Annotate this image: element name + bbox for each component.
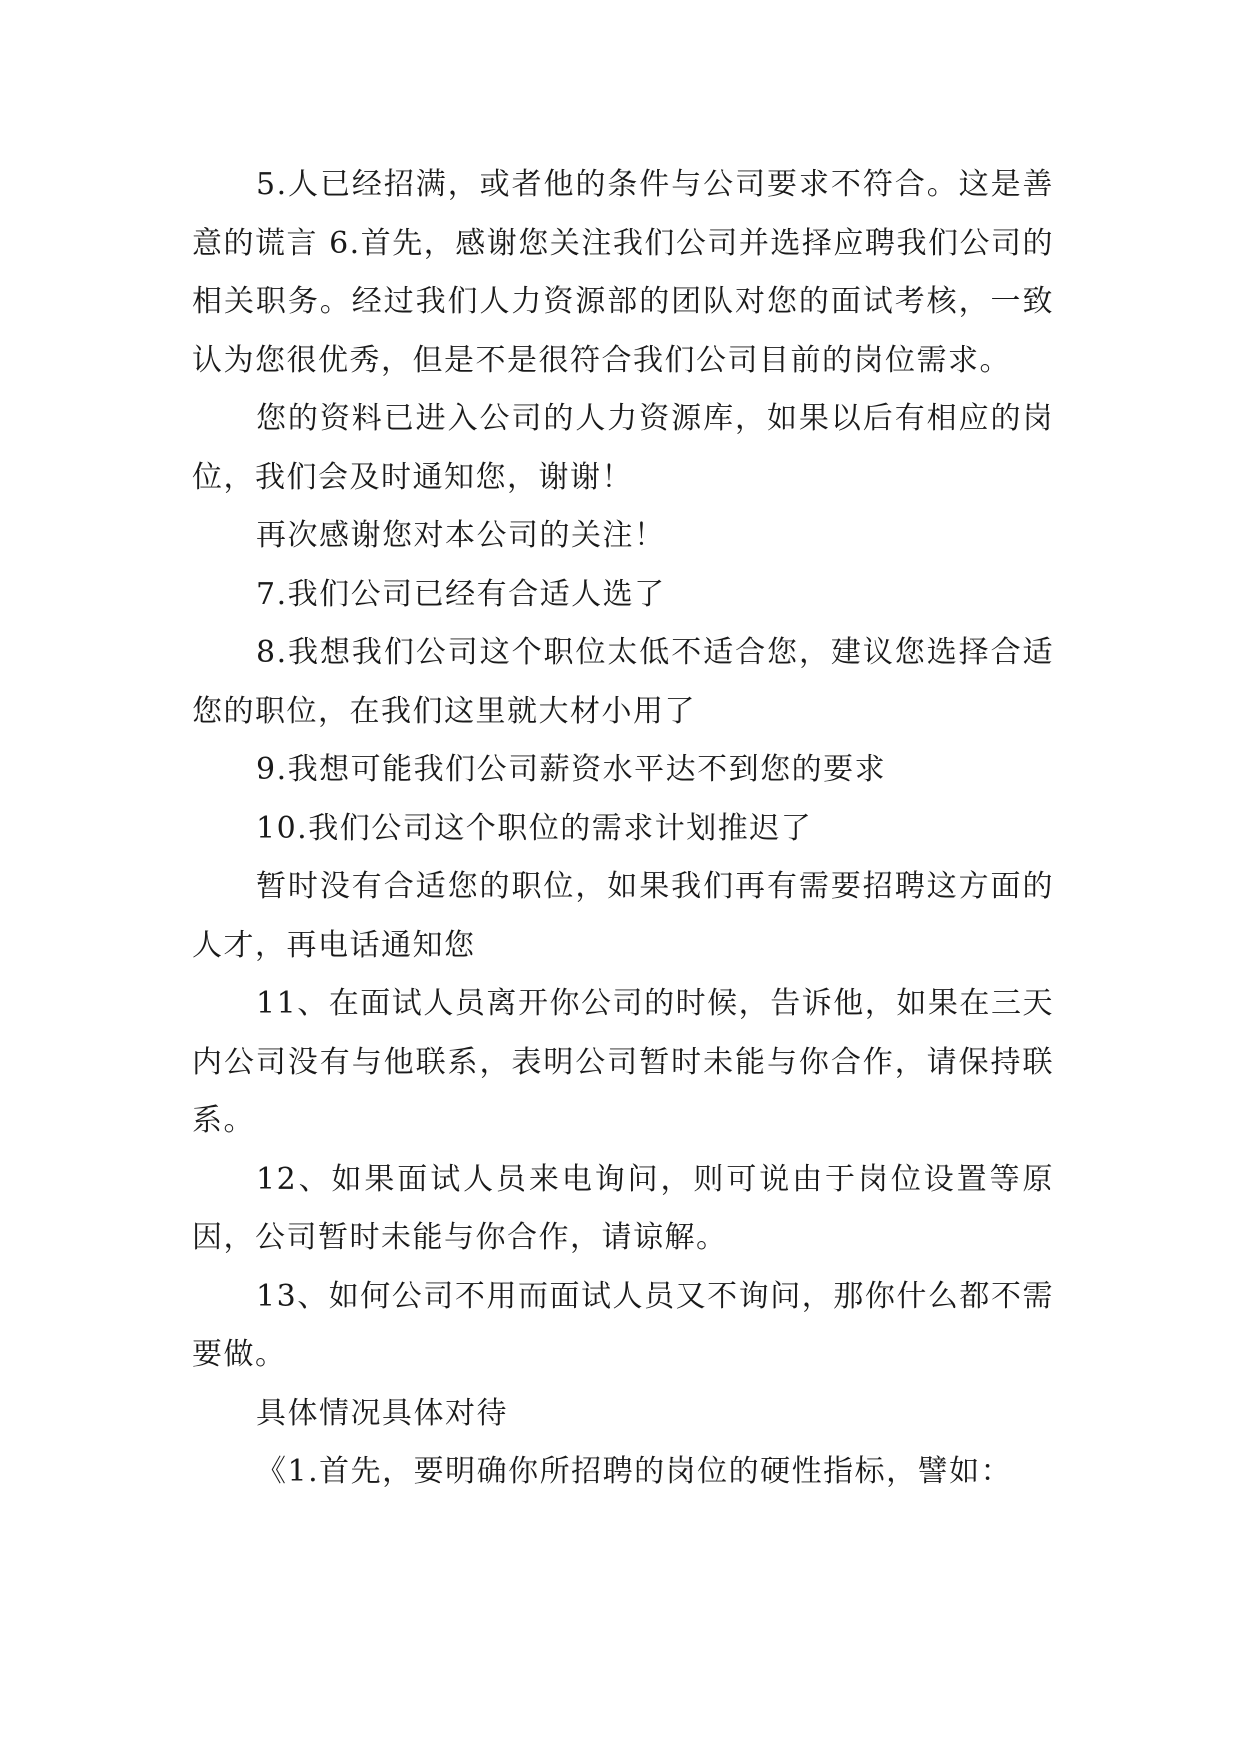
- paragraph-item-8: 8.我想我们公司这个职位太低不适合您，建议您选择合适您的职位，在我们这里就大材小用了: [192, 635, 1054, 729]
- paragraph-thanks-again: 再次感谢您对本公司的关注！: [256, 518, 666, 553]
- paragraph-item-9: 9.我想可能我们公司薪资水平达不到您的要求: [256, 752, 887, 787]
- paragraph-item-11: 11、在面试人员离开你公司的时候，告诉他，如果在三天内公司没有与他联系，表明公司暂时未能与你合作，请保持联系。: [192, 986, 1054, 1138]
- paragraph-item-7: 7.我们公司已经有合适人选了: [256, 576, 666, 612]
- paragraph-hard-criteria: 《1.首先，要明确你所招聘的岗位的硬性指标，譬如：: [256, 1454, 1013, 1489]
- paragraph-item-13: 13、如何公司不用而面试人员又不询问，那你什么都不需要做。: [192, 1278, 1054, 1372]
- paragraph-talent-pool: 您的资料已进入公司的人力资源库，如果以后有相应的岗位，我们会及时通知您，谢谢！: [192, 401, 1054, 495]
- paragraph-item-12: 12、如果面试人员来电询问，则可说由于岗位设置等原因，公司暂时未能与你合作，请谅解。: [192, 1161, 1054, 1255]
- document-body: [192, 156, 1054, 1502]
- paragraph-no-position: 暂时没有合适您的职位，如果我们再有需要招聘这方面的人才，再电话通知您: [192, 869, 1054, 963]
- paragraph-item-5-6: 5.人已经招满，或者他的条件与公司要求不符合。这是善意的谎言 6.首先，感谢您关注我们公司并选择应聘我们公司的相关职务。经过我们人力资源部的团队对您的面试考核，一致认为您很优秀，但是不是很符合我们公司目前的岗位需求。: [192, 167, 1054, 378]
- paragraph-case-by-case: 具体情况具体对待: [256, 1395, 508, 1431]
- paragraph-item-10: 10.我们公司这个职位的需求计划推迟了: [256, 810, 813, 846]
